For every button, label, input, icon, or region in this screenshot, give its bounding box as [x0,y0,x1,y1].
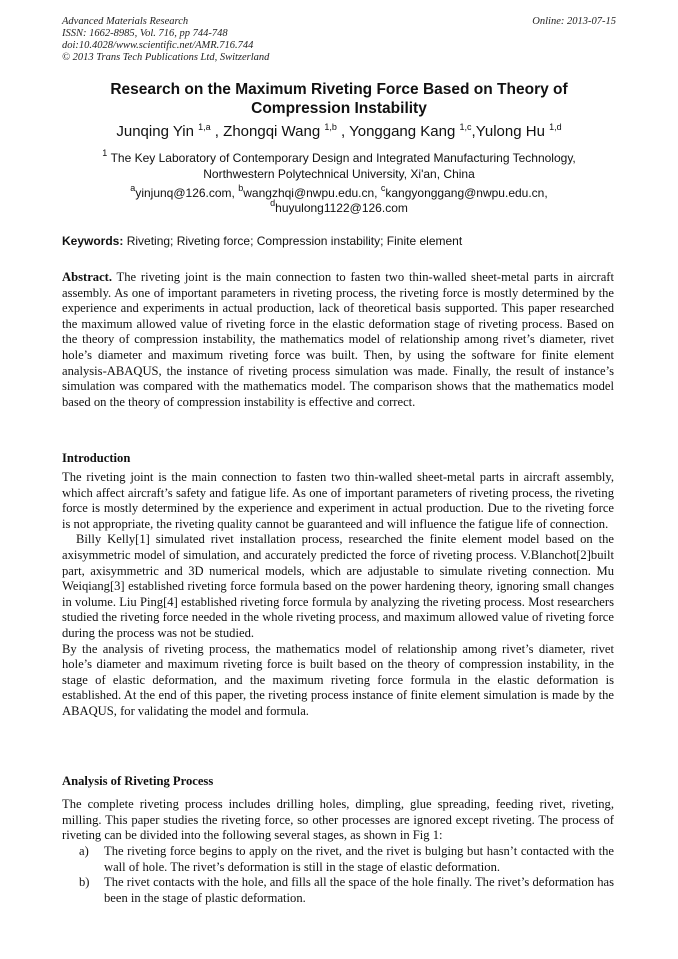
paragraph: The riveting joint is the main connection to fasten two thin-walled sheet-metal parts in aircraft assembly, which affect aircraft’s safety and fatigue life. As one of important parameters of riveting process, the riveting force is mostly determined by the experience and experiment in actual production. Due to the riveting force is not appropriate, the riveting quality cannot be guaranteed and will influence the fatigue life of connection. [62,470,614,531]
email-mark: a [130,183,136,193]
author-affil-mark: 1,a [198,122,211,132]
section-heading-introduction: Introduction [62,451,131,465]
keywords-label: Keywords: [62,234,124,248]
email-mark: c [380,183,386,193]
author-name: Zhongqi Wang [223,123,321,140]
abstract-text: The riveting joint is the main connection to fasten two thin-walled sheet-metal parts in aircraft assembly. As one of important parameters in riveting process, the riveting force is mostly determined by the experience and experiments in actual production, lack of theoretical basis supported. This paper researched the maximum allowed value of riveting force in the elastic deformation stage of riveting process. Based on the theory of compression instability, the mathematics model of relationship among rivet’s diameter, rivet hole’s diameter and maximum riveting force was built. Then, by using the software for finite element analysis-ABAQUS, the instance of riveting process simulation was made. Finally, the result of instance’s simulation was compared with the mathematics model. The comparison shows that the mathematics model based on the theory of compression instability is effective and correct. [62,270,614,409]
journal-doi: doi:10.4028/www.scientific.net/AMR.716.744 [62,40,254,51]
list-item-text: The riveting force begins to apply on the rivet, and the rivet is bulging but hasn’t contacted with the wall of hole. The rivet’s deformation is still in the stage of elastic deformation. [104,844,614,874]
author-affil-mark: 1,b [324,122,337,132]
paragraph: The complete riveting process includes drilling holes, dimpling, glue spreading, feeding rivet, riveting, milling. This paper studies the riveting force, so other processes are ignored except riveting. The process of riveting can be divided into the following several stages, as shown in Fig 1: [62,797,614,843]
author-affil-mark: 1,c [459,122,472,132]
author-separator: , [471,123,476,140]
affiliation-line-1: The Key Laboratory of Contemporary Design and Integrated Manufacturing Technology, [110,151,576,165]
journal-name: Advanced Materials Research [62,16,189,27]
keywords [62,234,616,249]
analysis-body [62,797,614,844]
stage-list [62,844,614,906]
list-item [62,875,614,906]
paper-title [62,80,616,118]
email-mark: d [270,198,276,208]
journal-header [62,16,269,64]
author-name: Yonggang Kang [349,123,456,140]
list-marker: b) [79,875,90,890]
email-link[interactable]: huyulong1122@126.com [275,201,408,215]
author-separator: , [336,123,350,140]
paragraph: By the analysis of riveting process, the mathematics model of relationship among rivet’s diameter, rivet hole’s diameter and maximum riveting force is built based on the theory of compression instability, in the stage of elastic deformation, and the maximum riveting force formula in the elastic deformation is established. At the end of this paper, the riveting process instance of finite element simulation is made by the ABAQUS, for validating the model and formula. [62,641,614,718]
author-list [62,122,616,142]
journal-copyright: © 2013 Trans Tech Publications Ltd, Switzerland [62,52,270,63]
journal-issn: ISSN: 1662-8985, Vol. 716, pp 744-748 [62,28,228,39]
author-name: Junqing Yin [116,123,194,140]
affiliation-line-2: Northwestern Polytechnical University, Xi'an, China [203,167,475,181]
introduction-body [62,470,614,720]
abstract-label: Abstract. [62,270,113,284]
email-link[interactable]: wangzhqi@nwpu.edu.cn, [243,186,378,200]
email-link[interactable]: kangyonggang@nwpu.edu.cn, [385,186,548,200]
list-marker: a) [79,844,89,858]
email-mark: b [238,183,244,193]
author-name: Yulong Hu [475,123,545,140]
author-emails [62,183,616,216]
author-affil-mark: 1,d [549,122,562,132]
list-item-text: The rivet contacts with the hole, and fills all the space of the hole finally. The rivet’s deformation has been in the stage of plastic deformation. [104,875,614,905]
author-separator: , [210,123,224,140]
title-line-1: Research on the Maximum Riveting Force Based on Theory of [110,81,568,98]
title-line-2: Compression Instability [251,100,427,117]
abstract [62,270,614,410]
email-link[interactable]: yinjunq@126.com, [135,186,235,200]
online-date: Online: 2013-07-15 [532,16,616,27]
keywords-text: Riveting; Riveting force; Compression instability; Finite element [126,234,463,248]
affiliation-mark: 1 [102,148,108,158]
list-item [62,844,614,875]
section-heading-analysis: Analysis of Riveting Process [62,774,214,788]
paragraph: Billy Kelly[1] simulated rivet installation process, researched the finite element model based on the axisymmetric model of simulation, and accurately predicted the force of riveting process. V.Blanchot[2]built part, axisymmetric and 3D numerical models, which are adjustable to simulate riveting connection. Mu Weiqiang[3] established riveting force formula based on the power hardening theory, ignoring small changes in volume. Liu Ping[4] established riveting force formula by analyzing the riveting process. Most researchers studied the riveting force needed in the whole riveting process, and maximum allowed value of riveting force during the process was not be studied. [62,532,614,640]
affiliation [62,150,616,182]
